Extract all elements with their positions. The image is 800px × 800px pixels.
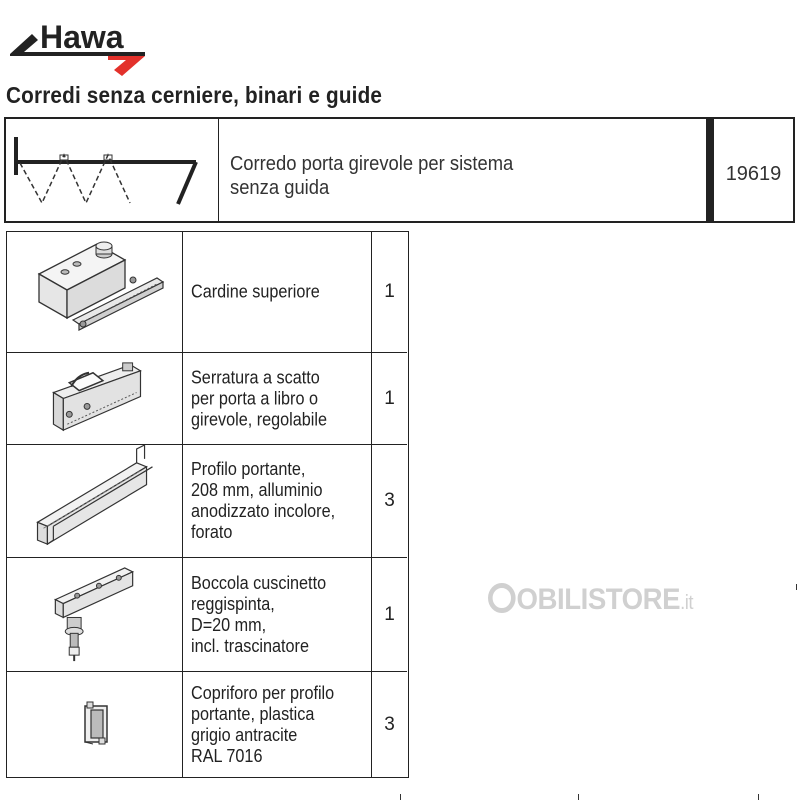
component-row-snap-lock [7,353,407,445]
component-row-thrust-bushing [7,558,407,672]
watermark-tld: .it [680,592,694,614]
component-label: Copriforo per profilo portante, plastica grigio antracite RAL 7016 [191,682,335,766]
thrust-bearing-bushing-icon [7,558,183,671]
component-row-top-pivot [7,232,407,353]
hole-cover-icon [7,672,183,777]
top-pivot-hinge-icon [7,232,183,352]
watermark-main: OBILISTORE [516,583,681,616]
component-qty: 1 [384,281,395,302]
component-label: Cardine superiore [191,281,320,302]
snap-lock-icon [7,353,183,444]
hawa-logo [10,18,145,80]
component-qty: 1 [384,387,395,409]
product-code: 19619 [725,163,782,185]
hawa-logo-mark [10,18,145,80]
watermark-n-icon [488,583,516,613]
section-title: Corredi senza cerniere, binari e guide [6,82,383,108]
brand-name: Hawa [40,19,124,55]
stray-mark [758,794,759,800]
pivot-door-diagram-icon [6,119,219,221]
nobilistore-watermark [488,583,693,617]
stray-mark [796,584,797,590]
component-row-hole-cover [7,672,407,777]
component-label: Profilo portante, 208 mm, alluminio anodizzato incolore, forato [191,459,336,542]
qty-cell [371,445,407,557]
components-table [6,231,409,778]
component-qty: 3 [384,490,395,511]
qty-cell [371,558,407,671]
component-qty: 1 [384,603,395,625]
qty-cell [371,672,407,777]
separator-bar [706,119,714,221]
product-description-line2: senza guida [230,177,330,199]
component-label: Boccola cuscinetto reggispinta, D=20 mm, incl. trascinatore [191,572,327,656]
component-row-carrier-profile [7,445,407,558]
component-qty: 3 [384,713,395,735]
qty-cell [371,232,407,352]
stray-mark [400,794,401,800]
carrier-profile-icon [7,445,183,557]
product-description [230,152,653,200]
product-description-line1: Corredo porta girevole per sistema [230,153,514,175]
component-label: Serratura a scatto per porta a libro o girevole, regolabile [191,367,327,429]
qty-cell [371,353,407,444]
product-header [4,117,795,223]
stray-mark [578,794,579,800]
